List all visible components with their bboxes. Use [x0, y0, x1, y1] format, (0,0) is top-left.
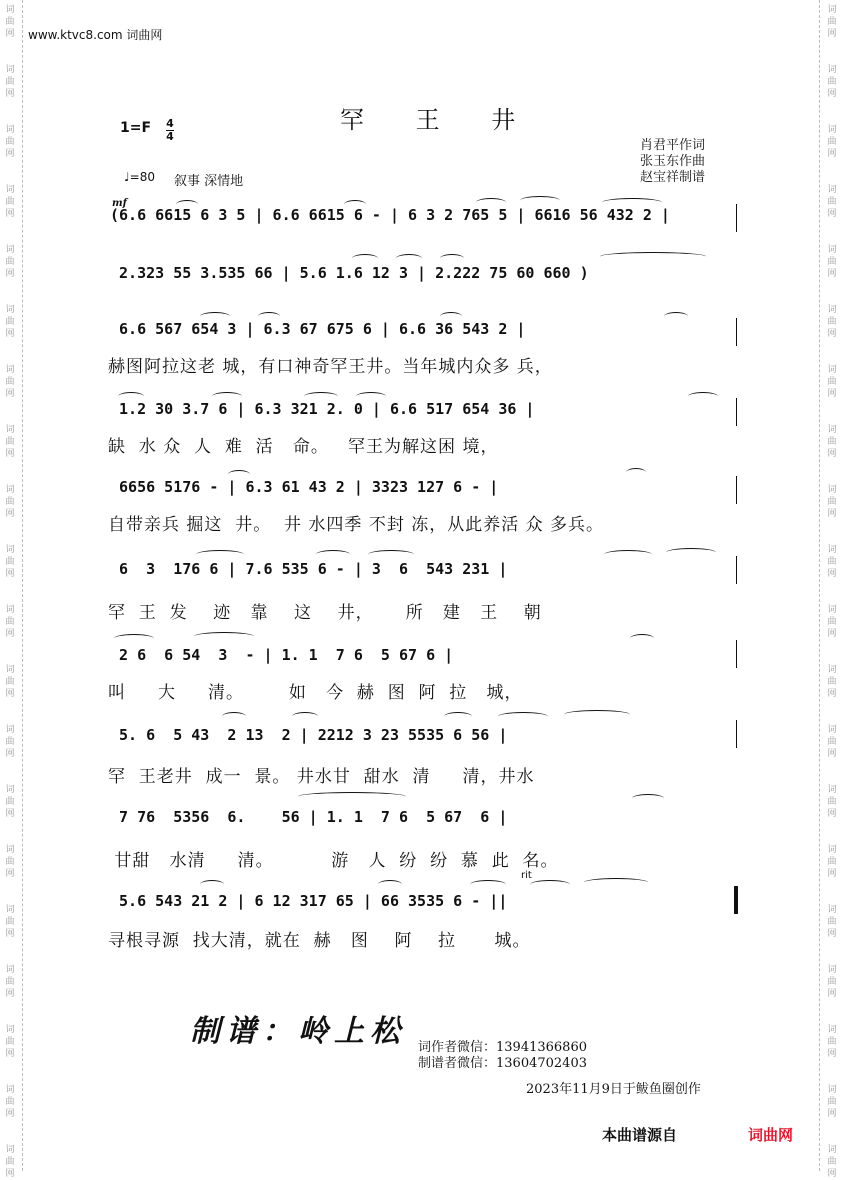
slur-mark — [440, 254, 464, 263]
slur-mark — [212, 392, 242, 401]
watermark-text: 词曲网 — [5, 845, 15, 879]
score-line-9: 7 76 5356 6. 56 | 1. 1 7 6 5 67 6 | — [110, 808, 508, 826]
lyric-line-5: 自带亲兵 掘这 井。 井 水四季 不封 冻，从此养活 众 多兵。 — [108, 515, 605, 535]
watermark-text: 词曲网 — [827, 725, 837, 759]
slur-mark — [200, 880, 224, 889]
score-line-2: 2.323 55 3.535 66 | 5.6 1.6 12 3 | 2.222 75 60 660 ) — [110, 264, 598, 282]
slur-mark — [600, 252, 706, 261]
lyric-line-7: 叫 大 清。 如 今 赫 图 阿 拉 城， — [108, 683, 523, 703]
song-title: 罕 王 井 — [340, 106, 538, 134]
watermark-text: 词曲网 — [5, 185, 15, 219]
lyric-line-3: 赫图阿拉这老 城，有口神奇罕王井。当年城内众多 兵， — [108, 357, 553, 377]
barline — [736, 476, 737, 504]
final-barline — [734, 886, 738, 914]
slur-mark — [530, 880, 570, 889]
barline — [736, 204, 737, 232]
watermark-text: 词曲网 — [5, 125, 15, 159]
watermark-text: 词曲网 — [827, 305, 837, 339]
slur-mark — [584, 878, 648, 887]
watermark-text: 词曲网 — [5, 1025, 15, 1059]
rit-mark: rit — [521, 870, 532, 881]
slur-mark — [396, 254, 422, 263]
slur-mark — [632, 794, 664, 803]
score-line-8: 5. 6 5 43 2 13 2 | 2212 3 23 5535 6 56 | — [110, 726, 508, 744]
watermark-text: 词曲网 — [827, 65, 837, 99]
watermark-text: 词曲网 — [827, 1025, 837, 1059]
watermark-text: 词曲网 — [827, 245, 837, 279]
slur-mark — [344, 200, 366, 209]
slur-mark — [626, 468, 646, 477]
watermark-text: 词曲网 — [827, 1145, 837, 1179]
dynamic-mark: mf — [112, 198, 127, 209]
watermark-text: 词曲网 — [5, 965, 15, 999]
lyric-line-6: 罕 王 发 迹 靠 这 井， 所 建 王 朝 — [108, 603, 542, 623]
slur-mark — [176, 200, 198, 209]
meter-top: 4 — [166, 117, 174, 130]
watermark-text: 词曲网 — [827, 425, 837, 459]
watermark-text: 词曲网 — [5, 725, 15, 759]
lyricist-credit: 肖君平作词 — [640, 138, 706, 153]
contact-info — [418, 1040, 587, 1072]
slur-mark — [630, 634, 654, 643]
watermark-text: 词曲网 — [5, 65, 15, 99]
score-line-3: 6.6 567 654 3 | 6.3 67 675 6 | 6.6 36 543 2 | — [110, 320, 526, 338]
watermark-text: 词曲网 — [5, 5, 15, 39]
slur-mark — [368, 550, 414, 559]
transcriber-signature: 制谱：岭上松 — [190, 1014, 406, 1049]
barline — [736, 720, 737, 748]
watermark-text: 词曲网 — [5, 1085, 15, 1119]
watermark-text: 词曲网 — [827, 845, 837, 879]
slur-mark — [228, 470, 250, 479]
watermark-text: 词曲网 — [827, 5, 837, 39]
watermark-text: 词曲网 — [5, 1145, 15, 1179]
site-url[interactable]: www.ktvc8.com 词曲网 — [28, 28, 163, 42]
transcriber-wechat: 制谱者微信：13604702403 — [418, 1056, 587, 1071]
watermark-text: 词曲网 — [5, 305, 15, 339]
slur-mark — [196, 550, 244, 559]
score-line-1: (6.6 6615 6 3 5 | 6.6 6615 6 - | 6 3 2 765 5 | 6616 56 432 2 | — [110, 206, 670, 224]
score-line-5: 6656 5176 - | 6.3 61 43 2 | 3323 127 6 - | — [110, 478, 499, 496]
credits — [640, 138, 705, 186]
lyric-line-8: 罕 王老井 成一 景。 井水甘 甜水 清 清，井水 — [108, 767, 535, 787]
slur-mark — [258, 312, 280, 321]
tempo-mark — [124, 170, 155, 184]
slur-mark — [664, 312, 688, 321]
score-line-4: 1.2 30 3.7 6 | 6.3 321 2. 0 | 6.6 517 654 36 | — [110, 400, 535, 418]
composer-credit: 张玉东作曲 — [640, 154, 706, 169]
meter-bottom: 4 — [166, 130, 174, 143]
slur-mark — [200, 312, 230, 321]
lyric-line-10: 寻根寻源 找大清，就在 赫 图 阿 拉 城。 — [108, 931, 531, 951]
time-signature — [166, 118, 174, 143]
transcriber-credit: 赵宝祥制谱 — [640, 170, 706, 185]
watermark-text: 词曲网 — [827, 665, 837, 699]
watermark-text: 词曲网 — [5, 665, 15, 699]
slur-mark — [304, 392, 338, 401]
watermark-text: 词曲网 — [5, 245, 15, 279]
watermark-text: 词曲网 — [827, 965, 837, 999]
watermark-text: 词曲网 — [5, 545, 15, 579]
slur-mark — [118, 392, 144, 401]
score-line-6: 6 3 176 6 | 7.6 535 6 - | 3 6 543 231 | — [110, 560, 508, 578]
slur-mark — [470, 880, 506, 889]
slur-mark — [316, 550, 350, 559]
slur-mark — [298, 792, 406, 801]
score-line-10: 5.6 543 21 2 | 6 12 317 65 | 66 3535 6 - || — [110, 892, 508, 910]
watermark-text: 词曲网 — [5, 485, 15, 519]
slur-mark — [666, 548, 716, 557]
slur-mark — [114, 634, 154, 643]
watermark-text: 词曲网 — [5, 365, 15, 399]
watermark-text: 词曲网 — [827, 905, 837, 939]
lyric-line-9: 甘甜 水清 清。 游 人 纷 纷 慕 此 名。 — [108, 851, 559, 871]
barline — [736, 556, 737, 584]
slur-mark — [292, 712, 318, 721]
watermark-text: 词曲网 — [827, 185, 837, 219]
watermark-text: 词曲网 — [5, 905, 15, 939]
source-label: 本曲谱源自 — [602, 1126, 678, 1144]
slur-mark — [476, 198, 506, 207]
watermark-text: 词曲网 — [827, 545, 837, 579]
creation-date: 2023年11月9日于鲅鱼圈创作 — [526, 1082, 701, 1097]
slur-mark — [444, 712, 472, 721]
note-glyph-icon: ♩ — [124, 170, 130, 184]
lyric-line-4: 缺 水 众 人 难 活 命。 罕王为解这困 境， — [108, 437, 499, 457]
lyricist-wechat: 词作者微信：13941366860 — [418, 1040, 587, 1055]
brand-logo[interactable]: 词曲网 — [748, 1126, 794, 1144]
watermark-text: 词曲网 — [5, 425, 15, 459]
watermark-text: 词曲网 — [827, 605, 837, 639]
watermark-text: 词曲网 — [827, 125, 837, 159]
slur-mark — [520, 196, 560, 205]
barline — [736, 398, 737, 426]
expression-mark: 叙事 深情地 — [174, 174, 244, 189]
watermark-text: 词曲网 — [827, 1085, 837, 1119]
score-line-7: 2 6 6 54 3 - | 1. 1 7 6 5 67 6 | — [110, 646, 454, 664]
slur-mark — [194, 632, 254, 641]
watermark-text: 词曲网 — [827, 785, 837, 819]
watermark-text: 词曲网 — [827, 485, 837, 519]
tempo-value: =80 — [129, 170, 155, 184]
slur-mark — [356, 392, 386, 401]
key-signature: 1=F — [120, 120, 152, 136]
slur-mark — [440, 312, 462, 321]
slur-mark — [352, 254, 378, 263]
slur-mark — [602, 198, 662, 207]
barline — [736, 318, 737, 346]
slur-mark — [222, 712, 246, 721]
barline — [736, 640, 737, 668]
slur-mark — [378, 880, 402, 889]
watermark-text: 词曲网 — [827, 365, 837, 399]
slur-mark — [564, 710, 630, 719]
slur-mark — [604, 550, 652, 559]
watermark-text: 词曲网 — [5, 605, 15, 639]
slur-mark — [498, 712, 548, 721]
watermark-text: 词曲网 — [5, 785, 15, 819]
slur-mark — [688, 392, 718, 401]
